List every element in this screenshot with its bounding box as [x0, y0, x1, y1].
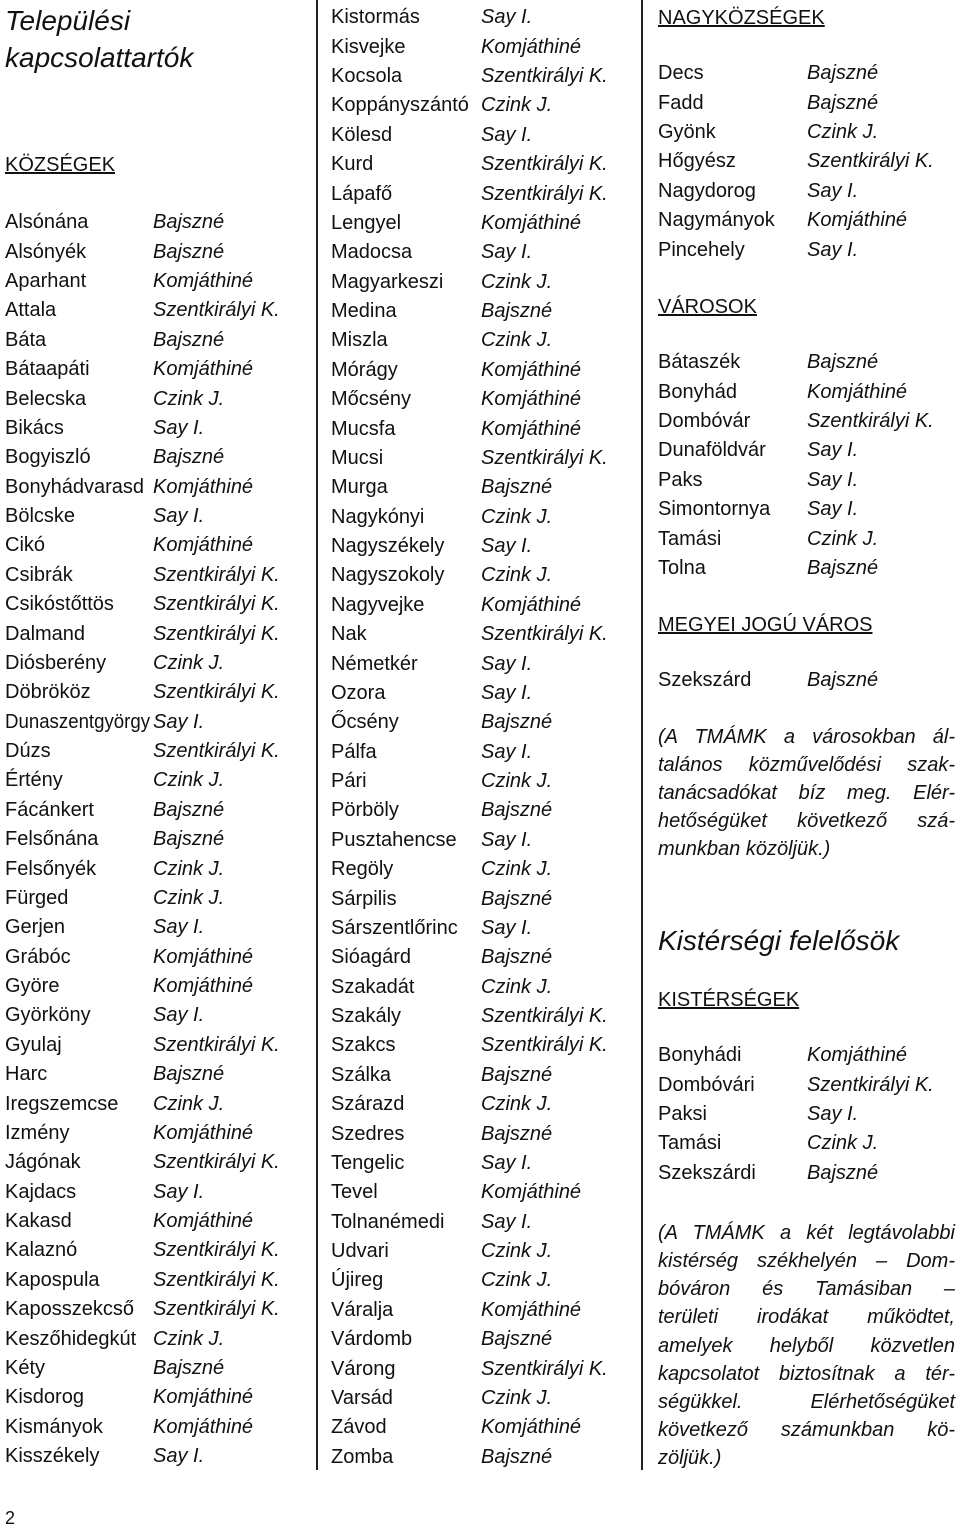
place-name: Zomba [331, 1445, 394, 1468]
contact-person: Czink J. [153, 1092, 225, 1115]
contact-person: Komjáthiné [153, 1415, 254, 1438]
contact-person: Bajszné [481, 300, 553, 323]
place-name: Keszőhidegkút [5, 1327, 137, 1350]
note-line: tanácsadókat bíz meg. Elér- [658, 782, 955, 804]
contact-person: Czink J. [481, 564, 553, 587]
place-name: Bogyiszló [5, 446, 91, 469]
contact-person: Bajszné [481, 799, 553, 822]
contact-person: Komjáthiné [481, 1298, 582, 1321]
place-name: Nagyszékely [331, 535, 445, 558]
contact-person: Szentkirályi K. [481, 1357, 608, 1380]
place-name: Gyönk [658, 121, 716, 144]
contact-person: Say I. [153, 1445, 205, 1468]
place-name: Dombóvári [658, 1073, 755, 1096]
place-name: Györe [5, 975, 60, 998]
place-name: Diósberény [5, 651, 107, 674]
contact-person: Bajszné [153, 328, 225, 351]
place-name: Báta [5, 328, 47, 351]
place-name: Kurd [331, 153, 374, 176]
contact-person: Komjáthiné [153, 1210, 254, 1233]
contact-person: Czink J. [153, 1327, 225, 1350]
note-line: talános közművelődési szak- [658, 754, 955, 776]
contact-person: Czink J. [153, 769, 225, 792]
place-name: Nagykónyi [331, 505, 425, 528]
place-name: Belecska [5, 387, 87, 410]
place-name: Várdomb [331, 1328, 413, 1351]
towns-note [658, 723, 955, 863]
contact-person: Szentkirályi K. [481, 182, 608, 205]
place-name: Mucsfa [331, 417, 396, 440]
contact-person: Szentkirályi K. [153, 593, 280, 616]
place-name: Várong [331, 1357, 396, 1380]
contact-person: Say I. [807, 1103, 859, 1126]
place-name: Alsónyék [5, 240, 87, 263]
place-name: Fürged [5, 886, 69, 909]
contact-person: Komjáthiné [807, 1044, 908, 1067]
place-name: Szakcs [331, 1034, 396, 1057]
subregion-title: Kistérségi felelősök [658, 925, 900, 956]
subregions-note [658, 1219, 955, 1472]
place-name: Závod [331, 1416, 387, 1439]
contact-person: Say I. [807, 238, 859, 261]
place-name: Medina [331, 300, 397, 323]
place-name: Ozora [331, 681, 386, 704]
contact-person: Czink J. [481, 858, 553, 881]
place-name: Nagyszokoly [331, 564, 445, 587]
place-name: Varsád [331, 1386, 393, 1409]
contact-person: Say I. [481, 241, 533, 264]
contact-person: Bajszné [153, 828, 225, 851]
contact-person: Say I. [807, 498, 859, 521]
contact-person: Bajszné [153, 798, 225, 821]
contact-person: Bajszné [807, 62, 879, 85]
place-name: Alsónána [5, 211, 89, 234]
contact-person: Say I. [481, 828, 533, 851]
place-name: Kéty [5, 1356, 46, 1379]
contact-person: Say I. [807, 179, 859, 202]
contact-person: Bajszné [153, 446, 225, 469]
place-name: Cikó [5, 534, 46, 557]
villages-heading: KÖZSÉGEK [5, 154, 116, 176]
place-name: Murga [331, 476, 388, 499]
contact-person: Czink J. [807, 527, 879, 550]
place-name: Sárszentlőrinc [331, 916, 458, 939]
county-town-heading: MEGYEI JOGÚ VÁROS [658, 614, 873, 636]
contact-person: Bajszné [153, 1356, 225, 1379]
place-name: Szálka [331, 1063, 392, 1086]
place-name: Hőgyész [658, 150, 736, 173]
place-name: Aparhant [5, 270, 87, 293]
contact-person: Say I. [807, 439, 859, 462]
contact-person: Bajszné [481, 711, 553, 734]
page-title-line-2: kapcsolattartók [5, 41, 194, 73]
contact-person: Komjáthiné [153, 534, 254, 557]
contact-person: Czink J. [481, 1269, 553, 1292]
place-name: Dúzs [5, 740, 51, 763]
place-name: Nagydorog [658, 179, 756, 202]
contact-person: Say I. [481, 1151, 533, 1174]
note-line: következő számunkban kö- [658, 1418, 955, 1441]
contact-person: Szentkirályi K. [153, 1151, 280, 1174]
place-name: Bikács [5, 416, 64, 439]
place-name: Lengyel [331, 211, 402, 234]
contact-person: Szentkirályi K. [153, 299, 280, 322]
place-name: Újireg [331, 1269, 384, 1292]
place-name: Paks [658, 468, 703, 491]
contact-person: Say I. [153, 710, 205, 733]
contact-person: Szentkirályi K. [807, 410, 934, 433]
place-name: Izmény [5, 1121, 70, 1144]
contact-person: Czink J. [481, 1093, 553, 1116]
contact-person: Szentkirályi K. [481, 65, 608, 88]
place-name: Attala [5, 299, 57, 322]
place-name: Paksi [658, 1103, 707, 1126]
contact-person: Czink J. [481, 270, 553, 293]
contact-person: Szentkirályi K. [807, 1073, 934, 1096]
contact-person: Komjáthiné [807, 209, 908, 232]
contact-person: Say I. [807, 468, 859, 491]
contact-person: Bajszné [481, 1063, 553, 1086]
place-name: Váralja [331, 1298, 394, 1321]
contact-person: Bajszné [807, 1161, 879, 1184]
contact-person: Say I. [153, 916, 205, 939]
contact-person: Say I. [153, 416, 205, 439]
place-name: Kisdorog [5, 1386, 84, 1409]
place-name: Györköny [5, 1004, 91, 1027]
contact-person: Czink J. [481, 770, 553, 793]
contact-person: Czink J. [153, 857, 225, 880]
place-name: Dalmand [5, 622, 86, 645]
place-name: Koppányszántó [331, 94, 469, 117]
contact-person: Bajszné [153, 1063, 225, 1086]
contact-person: Bajszné [807, 669, 879, 692]
place-name: Felsőnyék [5, 857, 97, 880]
place-name: Mőcsény [331, 388, 412, 411]
contact-person: Bajszné [481, 476, 553, 499]
contact-person: Bajszné [807, 91, 879, 114]
place-name: Mórágy [331, 358, 398, 381]
note-line: kistérség székhelyén – Dom- [658, 1250, 955, 1273]
place-name: Pári [331, 770, 367, 793]
contact-person: Szentkirályi K. [481, 153, 608, 176]
place-name: Felsőnána [5, 828, 99, 851]
note-line: ségükkel. Elérhetőségüket [658, 1390, 955, 1413]
place-name: Tamási [658, 1132, 722, 1155]
contact-person: Szentkirályi K. [153, 1033, 280, 1056]
place-name: Bonyhádvarasd [5, 475, 144, 498]
contact-person: Szentkirályi K. [807, 150, 934, 173]
place-name: Sárpilis [331, 887, 397, 910]
place-name: Gyulaj [5, 1033, 62, 1056]
note-line: kapcsolatot biztosítnak a tér- [658, 1362, 955, 1385]
page-number: 2 [5, 1508, 16, 1528]
contact-person: Czink J. [153, 387, 225, 410]
subregions-heading: KISTÉRSÉGEK [658, 989, 800, 1011]
contact-person: Szentkirályi K. [153, 1268, 280, 1291]
contact-person: Bajszné [481, 1122, 553, 1145]
contact-person: Czink J. [481, 1240, 553, 1263]
contact-person: Komjáthiné [153, 1121, 254, 1144]
contact-person: Czink J. [807, 121, 879, 144]
place-name: Decs [658, 62, 704, 85]
place-name: Harc [5, 1063, 48, 1086]
contact-person: Komjáthiné [807, 380, 908, 403]
place-name: Őcsény [331, 711, 399, 734]
contact-person: Komjáthiné [153, 358, 254, 381]
contact-person: Say I. [481, 1210, 533, 1233]
place-name: Regöly [331, 858, 394, 881]
towns-heading: VÁROSOK [658, 296, 757, 318]
place-name: Csibrák [5, 563, 73, 586]
place-name: Fadd [658, 91, 704, 114]
place-name: Simontornya [658, 498, 771, 521]
place-name: Dunaföldvár [658, 439, 766, 462]
place-name: Tolnanémedi [331, 1210, 445, 1233]
contact-person: Czink J. [153, 886, 225, 909]
contact-person: Czink J. [807, 1132, 879, 1155]
contact-person: Komjáthiné [153, 270, 254, 293]
contact-person: Say I. [481, 681, 533, 704]
contact-person: Szentkirályi K. [481, 1034, 608, 1057]
contact-person: Czink J. [481, 329, 553, 352]
contact-person: Say I. [153, 505, 205, 528]
note-line: zöljük.) [658, 1447, 722, 1469]
contact-person: Czink J. [481, 505, 553, 528]
place-name: Kistormás [331, 6, 420, 29]
contact-person: Komjáthiné [153, 945, 254, 968]
place-name: Szekszárd [658, 669, 752, 692]
contact-person: Szentkirályi K. [481, 623, 608, 646]
note-line: bóváron és Tamásiban – [658, 1278, 955, 1301]
contact-person: Komjáthiné [481, 388, 582, 411]
contact-person: Szentkirályi K. [153, 622, 280, 645]
contact-person: Komjáthiné [481, 1416, 582, 1439]
note-line: munkban közöljük.) [658, 838, 831, 860]
column-divider-1 [316, 0, 318, 1470]
place-name: Sióagárd [331, 946, 412, 969]
place-name: Mucsi [331, 446, 384, 469]
contact-person: Komjáthiné [481, 593, 582, 616]
place-name: Kapospula [5, 1268, 100, 1291]
contact-person: Komjáthiné [481, 211, 582, 234]
place-name: Dunaszentgyörgy [5, 710, 151, 733]
place-name: Bátaapáti [5, 358, 90, 381]
place-name: Bonyhádi [658, 1044, 742, 1067]
place-name: Kakasd [5, 1210, 72, 1233]
place-name: Jágónak [5, 1151, 81, 1174]
place-name: Bölcske [5, 505, 76, 528]
note-line: területi irodákat működtet, [658, 1306, 955, 1329]
large-villages-heading: NAGYKÖZSÉGEK [658, 7, 825, 29]
note-line: amelyek helyből közvetlen [658, 1334, 955, 1357]
contact-person: Say I. [481, 916, 533, 939]
place-name: Grábóc [5, 945, 71, 968]
place-name: Kisvejke [331, 35, 406, 58]
contact-person: Say I. [481, 6, 533, 29]
contact-person: Say I. [481, 535, 533, 558]
place-name: Tolna [658, 556, 706, 579]
contact-person: Say I. [481, 123, 533, 146]
place-name: Kölesd [331, 123, 393, 146]
place-name: Pincehely [658, 238, 745, 261]
contact-person: Komjáthiné [481, 1181, 582, 1204]
place-name: Tevel [331, 1181, 378, 1204]
place-name: Madocsa [331, 241, 413, 264]
place-name: Kisszékely [5, 1445, 100, 1468]
contact-person: Say I. [481, 652, 533, 675]
contact-person: Szentkirályi K. [481, 446, 608, 469]
place-name: Nak [331, 623, 367, 646]
contact-person: Komjáthiné [153, 1386, 254, 1409]
column-divider-2 [641, 0, 643, 1470]
place-name: Kalaznó [5, 1239, 78, 1262]
contact-person: Say I. [153, 1180, 205, 1203]
place-name: Szárazd [331, 1093, 405, 1116]
contact-person: Szentkirályi K. [153, 1239, 280, 1262]
place-name: Csikóstőttös [5, 593, 114, 616]
contact-person: Bajszné [807, 556, 879, 579]
note-line: (A TMÁMK a két legtávolabbi [658, 1222, 955, 1244]
place-name: Értény [5, 769, 63, 792]
note-line: hetőségüket következő szá- [658, 810, 955, 832]
contact-person: Szentkirályi K. [153, 740, 280, 763]
contact-person: Czink J. [481, 94, 553, 117]
place-name: Fácánkert [5, 798, 94, 821]
place-name: Nagymányok [658, 209, 775, 232]
contact-person: Czink J. [153, 651, 225, 674]
place-name: Pörböly [331, 799, 399, 822]
contact-person: Bajszné [153, 211, 225, 234]
contact-person: Komjáthiné [153, 475, 254, 498]
place-name: Németkér [331, 652, 418, 675]
place-name: Magyarkeszi [331, 270, 444, 293]
contact-person: Komjáthiné [481, 417, 582, 440]
contact-person: Bajszné [481, 946, 553, 969]
page-title-line-1: Települési [5, 4, 131, 36]
place-name: Döbrököz [5, 681, 91, 704]
place-name: Tengelic [331, 1151, 405, 1174]
contact-person: Bajszné [807, 351, 879, 374]
place-name: Szekszárdi [658, 1161, 756, 1184]
contact-person: Komjáthiné [481, 358, 582, 381]
contact-person: Say I. [153, 1004, 205, 1027]
place-name: Pálfa [331, 740, 377, 763]
place-name: Tamási [658, 527, 722, 550]
place-name: Lápafő [331, 182, 393, 205]
contact-person: Czink J. [481, 975, 553, 998]
place-name: Szedres [331, 1122, 405, 1145]
contact-person: Bajszné [153, 240, 225, 263]
place-name: Miszla [331, 329, 388, 352]
place-name: Gerjen [5, 916, 66, 939]
contact-person: Bajszné [481, 887, 553, 910]
place-name: Kaposszekcső [5, 1298, 134, 1321]
place-name: Kajdacs [5, 1180, 77, 1203]
contact-person: Czink J. [481, 1386, 553, 1409]
contact-person: Say I. [481, 740, 533, 763]
note-line: (A TMÁMK a városokban ál- [658, 726, 955, 748]
place-name: Nagyvejke [331, 593, 425, 616]
page-title [5, 2, 193, 76]
place-name: Bonyhád [658, 380, 737, 403]
place-name: Kocsola [331, 65, 403, 88]
place-name: Udvari [331, 1240, 389, 1263]
place-name: Pusztahencse [331, 828, 457, 851]
contact-person: Szentkirályi K. [481, 1005, 608, 1028]
contact-person: Szentkirályi K. [153, 681, 280, 704]
contact-person: Bajszné [481, 1445, 553, 1468]
place-name: Dombóvár [658, 410, 751, 433]
place-name: Szakály [331, 1005, 402, 1028]
contact-person: Szentkirályi K. [153, 1298, 280, 1321]
place-name: Iregszemcse [5, 1092, 119, 1115]
place-name: Szakadát [331, 975, 415, 998]
contact-person: Komjáthiné [481, 35, 582, 58]
contact-person: Komjáthiné [153, 975, 254, 998]
contact-person: Szentkirályi K. [153, 563, 280, 586]
place-name: Kismányok [5, 1415, 103, 1438]
place-name: Bátaszék [658, 351, 741, 374]
contact-person: Bajszné [481, 1328, 553, 1351]
